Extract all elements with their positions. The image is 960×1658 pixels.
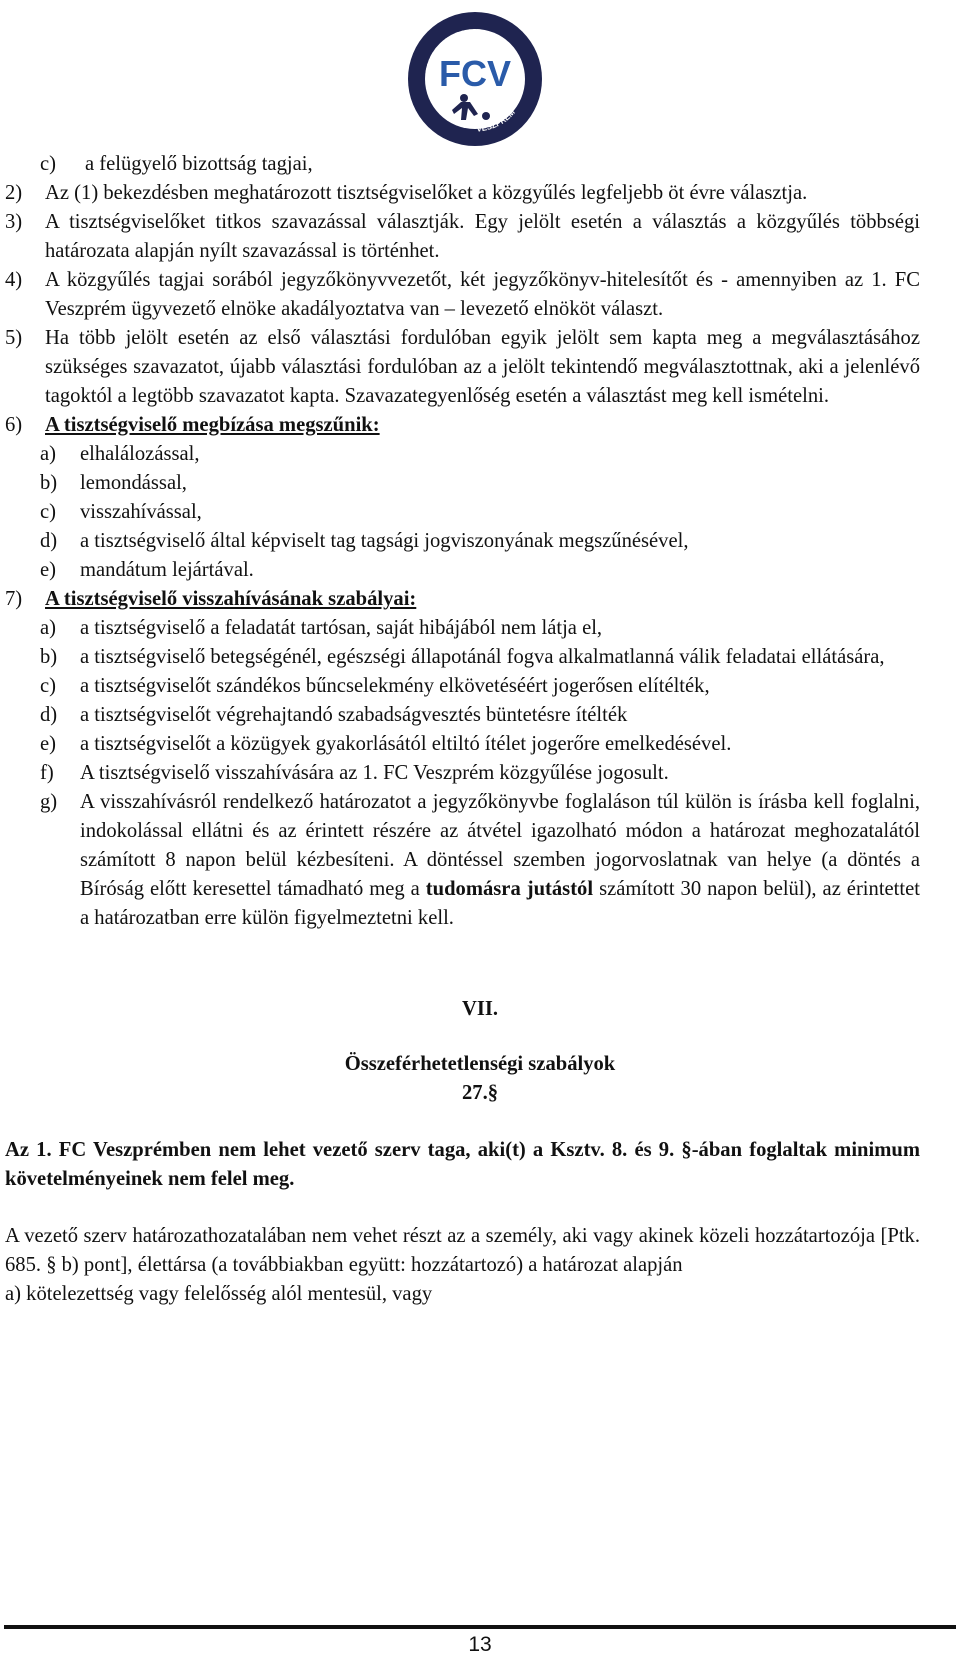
item6-sub-3: d) a tisztségviselő által képviselt tag tagsági jogviszonyának megszűnésével, (40, 530, 689, 552)
item7-sub-5: f) A tisztségviselő visszahívására az 1. FC Veszprém közgyűlése jogosult. (40, 762, 669, 784)
paragraph-3: a) kötelezettség vagy felelősség alól mentesül, vagy (5, 1283, 433, 1305)
item7-sub-g: g) A visszahívásról rendelkező határozatot a jegyzőkönyvbe foglaláson túl külön is írásba kell foglalni, indokolással ellátni és az érintett részére az átvétel igazolható módon a határozat meghozatalától számított 8 napon belül kézbesíteni. A döntéssel szemben jogorvoslatnak van helye (a döntés a Bíróság előtt keresettel támadható meg a tudomásra jutástól számított 30 napon belül), az érintettet a határozatban erre külön figyelmeztetni kell. (40, 791, 920, 929)
footer-rule (4, 1625, 956, 1629)
item7-sub-2: c) a tisztségviselőt szándékos bűncselekmény elkövetéséért jogerősen elítélték, (40, 675, 710, 697)
item7-sub-0: a) a tisztségviselő a feladatát tartósan, saját hibájából nem látja el, (40, 617, 603, 639)
item6-sublist (0, 440, 960, 585)
list-item-4: 5) Ha több jelölt esetén az első választási fordulóban egyik jelölt sem kapta meg a megválasztásához szükséges szavazatot, újabb választási fordulóban az a jelölt tekintendő megválasztottnak, aki a jelenlévő tagoktól a legtöbb szavazatot kapta. Szavazategyenlőség esetén a választást meg kell ismételni. (5, 327, 920, 407)
list-item-7: 7) A tisztségviselő visszahívásának szabályai: (5, 588, 417, 610)
list-item-3: 4) A közgyűlés tagjai sorából jegyzőkönyvvezetőt, két jegyzőkönyv-hitelesítőt és - amennyiben az 1. FC Veszprém ügyvezető elnöke akadályoztatva van – levezető elnököt választ. (5, 269, 920, 320)
chapter-number: VII. (461, 998, 499, 1020)
item7-sub-1: b) a tisztségviselő betegségénél, egészségi állapotánál fogva alkalmatlanná válik feladatai ellátására, (40, 646, 885, 668)
list-item-2: 3) A tisztségviselőket titkos szavazással választják. Egy jelölt esetén a választás a közgyűlés többségi határozata alapján nyílt szavazással is történhet. (5, 211, 920, 262)
logo-bottom-text: VESZPRÉM (476, 107, 517, 134)
item6-title: A tisztségviselő megbízása megszűnik: (45, 414, 380, 436)
page-number: 13 (468, 1633, 492, 1656)
logo-top-text: FUTSAL CLUB (424, 27, 484, 75)
bold-paragraph: Az 1. FC Veszprémben nem lehet vezető szerv taga, aki(t) a Ksztv. 8. és 9. §-ában foglaltak minimum követelményeinek nem felel meg. (5, 1139, 920, 1190)
item7-title: A tisztségviselő visszahívásának szabályai: (45, 588, 417, 610)
item6-sub-4: e) mandátum lejártával. (40, 559, 254, 581)
fcv-logo (406, 10, 544, 148)
list-item-6: 6) A tisztségviselő megbízása megszűnik: (5, 414, 380, 436)
item6-sub-0: a) elhalálozással, (40, 443, 200, 465)
numbered-list-top (0, 150, 960, 411)
chapter-title: Összeférhetetlenségi szabályok (344, 1053, 616, 1075)
document-body (0, 150, 960, 1309)
item7-sub-4: e) a tisztségviselőt a közügyek gyakorlásától eltiltó ítélet jogerőre emelkedésével. (40, 733, 732, 755)
item6-sub-1: b) lemondással, (40, 472, 187, 494)
item7-sublist (0, 614, 960, 788)
section-number: 27.§ (461, 1082, 499, 1104)
item6-sub-2: c) visszahívással, (40, 501, 202, 523)
list-item-1: 2) Az (1) bekezdésben meghatározott tisztségviselőket a közgyűlés legfeljebb öt évre választja. (5, 182, 808, 204)
item7-sub-3: d) a tisztségviselőt végrehajtandó szabadságvesztés büntetésre ítélték (40, 704, 628, 726)
list-item-0: c) a felügyelő bizottság tagjai, (40, 153, 313, 175)
logo-mark: FCV (439, 53, 511, 94)
paragraph-2: A vezető szerv határozathozatalában nem vehet részt az a személy, aki vagy akinek közeli hozzátartozója [Ptk. 685. § b) pont], élettársa (a továbbiakban együtt: hozzátartozó) a határozat alapján (5, 1225, 920, 1276)
